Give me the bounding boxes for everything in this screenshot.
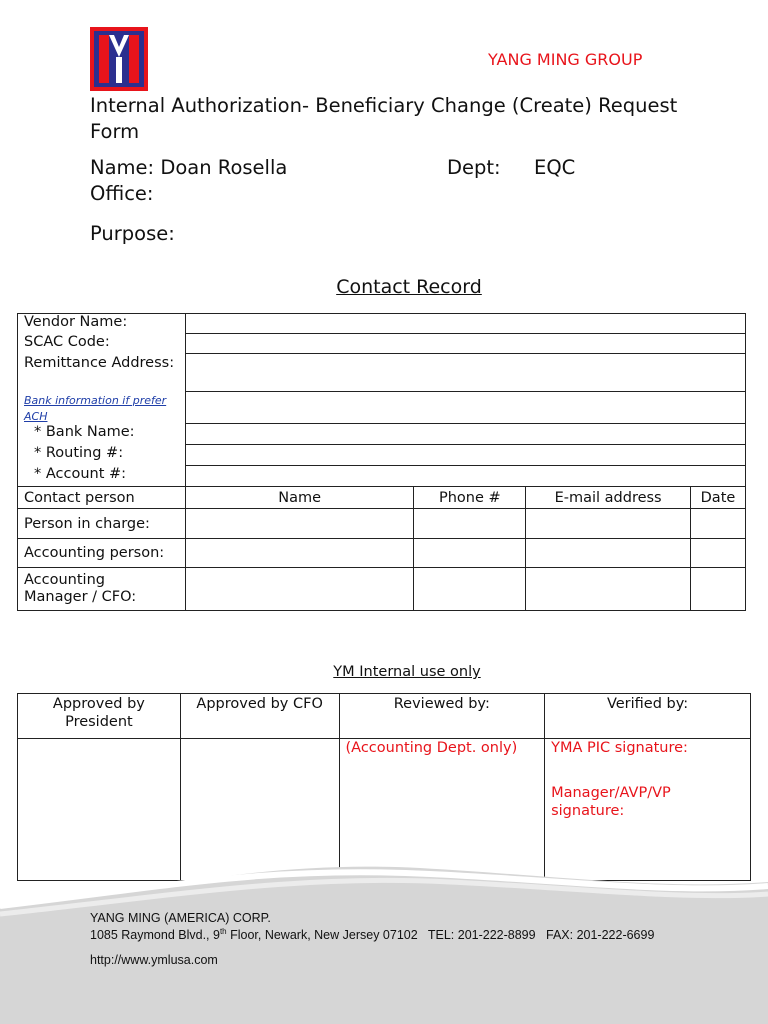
footer-corp: YANG MING (AMERICA) CORP.: [90, 911, 271, 925]
dept-value: EQC: [534, 156, 576, 179]
purpose-label: Purpose:: [90, 222, 175, 245]
vendor-name-label: Vendor Name:: [18, 314, 186, 334]
company-name: YANG MING GROUP: [488, 50, 643, 69]
pic-signature-label: YMA PIC signature:: [551, 740, 688, 756]
cell-input[interactable]: [526, 509, 691, 539]
accounting-dept-note: (Accounting Dept. only): [345, 740, 518, 756]
office-label: Office:: [90, 182, 154, 205]
col-date: Date: [690, 487, 745, 509]
table-row: [18, 539, 746, 568]
cell-input[interactable]: [414, 568, 526, 611]
cell-input[interactable]: [690, 509, 745, 539]
footer-address-sup: th: [219, 927, 227, 936]
cell-input[interactable]: [690, 539, 745, 568]
bank-name-label: * Bank Name:: [34, 423, 135, 440]
table-row: [18, 568, 746, 611]
name-value: Doan Rosella: [160, 156, 288, 179]
col-approved-cfo: Approved by CFO: [180, 694, 339, 739]
cell-input[interactable]: [526, 568, 691, 611]
cell-input[interactable]: [414, 539, 526, 568]
routing-field[interactable]: [185, 445, 745, 466]
ym-logo: [90, 27, 148, 91]
scac-code-label: SCAC Code:: [18, 334, 186, 354]
cell-input[interactable]: [185, 509, 414, 539]
col-phone: Phone #: [414, 487, 526, 509]
cell-input[interactable]: [185, 568, 414, 611]
remittance-address-label: Remittance Address:: [18, 354, 186, 392]
bank-info-field[interactable]: [185, 392, 745, 424]
manager-signature-label: Manager/AVP/VP signature:: [551, 785, 671, 819]
footer-address: [90, 927, 654, 942]
col-name: Name: [185, 487, 414, 509]
row-person-in-charge: Person in charge:: [18, 509, 186, 539]
account-label: * Account #:: [34, 465, 127, 482]
col-approved-president: Approved by President: [18, 694, 181, 739]
form-title: Internal Authorization- Beneficiary Change (Create) Request Form: [90, 94, 678, 143]
name-field: [90, 155, 287, 181]
contact-record-table: [17, 313, 746, 611]
footer-address-pre: 1085 Raymond Blvd., 9: [90, 928, 220, 943]
bank-info-note[interactable]: Bank information if prefer ACH: [24, 393, 167, 423]
scac-code-field[interactable]: [185, 334, 745, 354]
approval-table: [17, 693, 751, 881]
vendor-name-field[interactable]: [185, 314, 745, 334]
cell-input[interactable]: [690, 568, 745, 611]
cell-input[interactable]: [185, 539, 414, 568]
remittance-address-field[interactable]: [185, 354, 745, 392]
account-field[interactable]: [185, 466, 745, 487]
cell-input[interactable]: [526, 539, 691, 568]
col-verified-by: Verified by:: [545, 694, 751, 739]
bank-name-field[interactable]: [185, 424, 745, 445]
table-row: [18, 509, 746, 539]
row-accounting-person: Accounting person:: [18, 539, 186, 568]
col-reviewed-by: Reviewed by:: [339, 694, 545, 739]
footer-url-link[interactable]: http://www.ymlusa.com: [90, 953, 218, 967]
col-contact-person: Contact person: [18, 487, 186, 509]
contact-record-title: Contact Record: [336, 276, 482, 298]
col-email: E-mail address: [526, 487, 691, 509]
name-label: Name:: [90, 156, 155, 179]
routing-label: * Routing #:: [34, 444, 124, 461]
footer-address-post: Floor, Newark, New Jersey 07102 TEL: 201-222-8899 FAX: 201-222-6699: [226, 928, 655, 943]
row-accounting-manager: Accounting Manager / CFO:: [18, 568, 186, 611]
dept-label: Dept:: [447, 156, 501, 179]
cell-input[interactable]: [414, 509, 526, 539]
internal-use-title: YM Internal use only: [333, 664, 481, 680]
